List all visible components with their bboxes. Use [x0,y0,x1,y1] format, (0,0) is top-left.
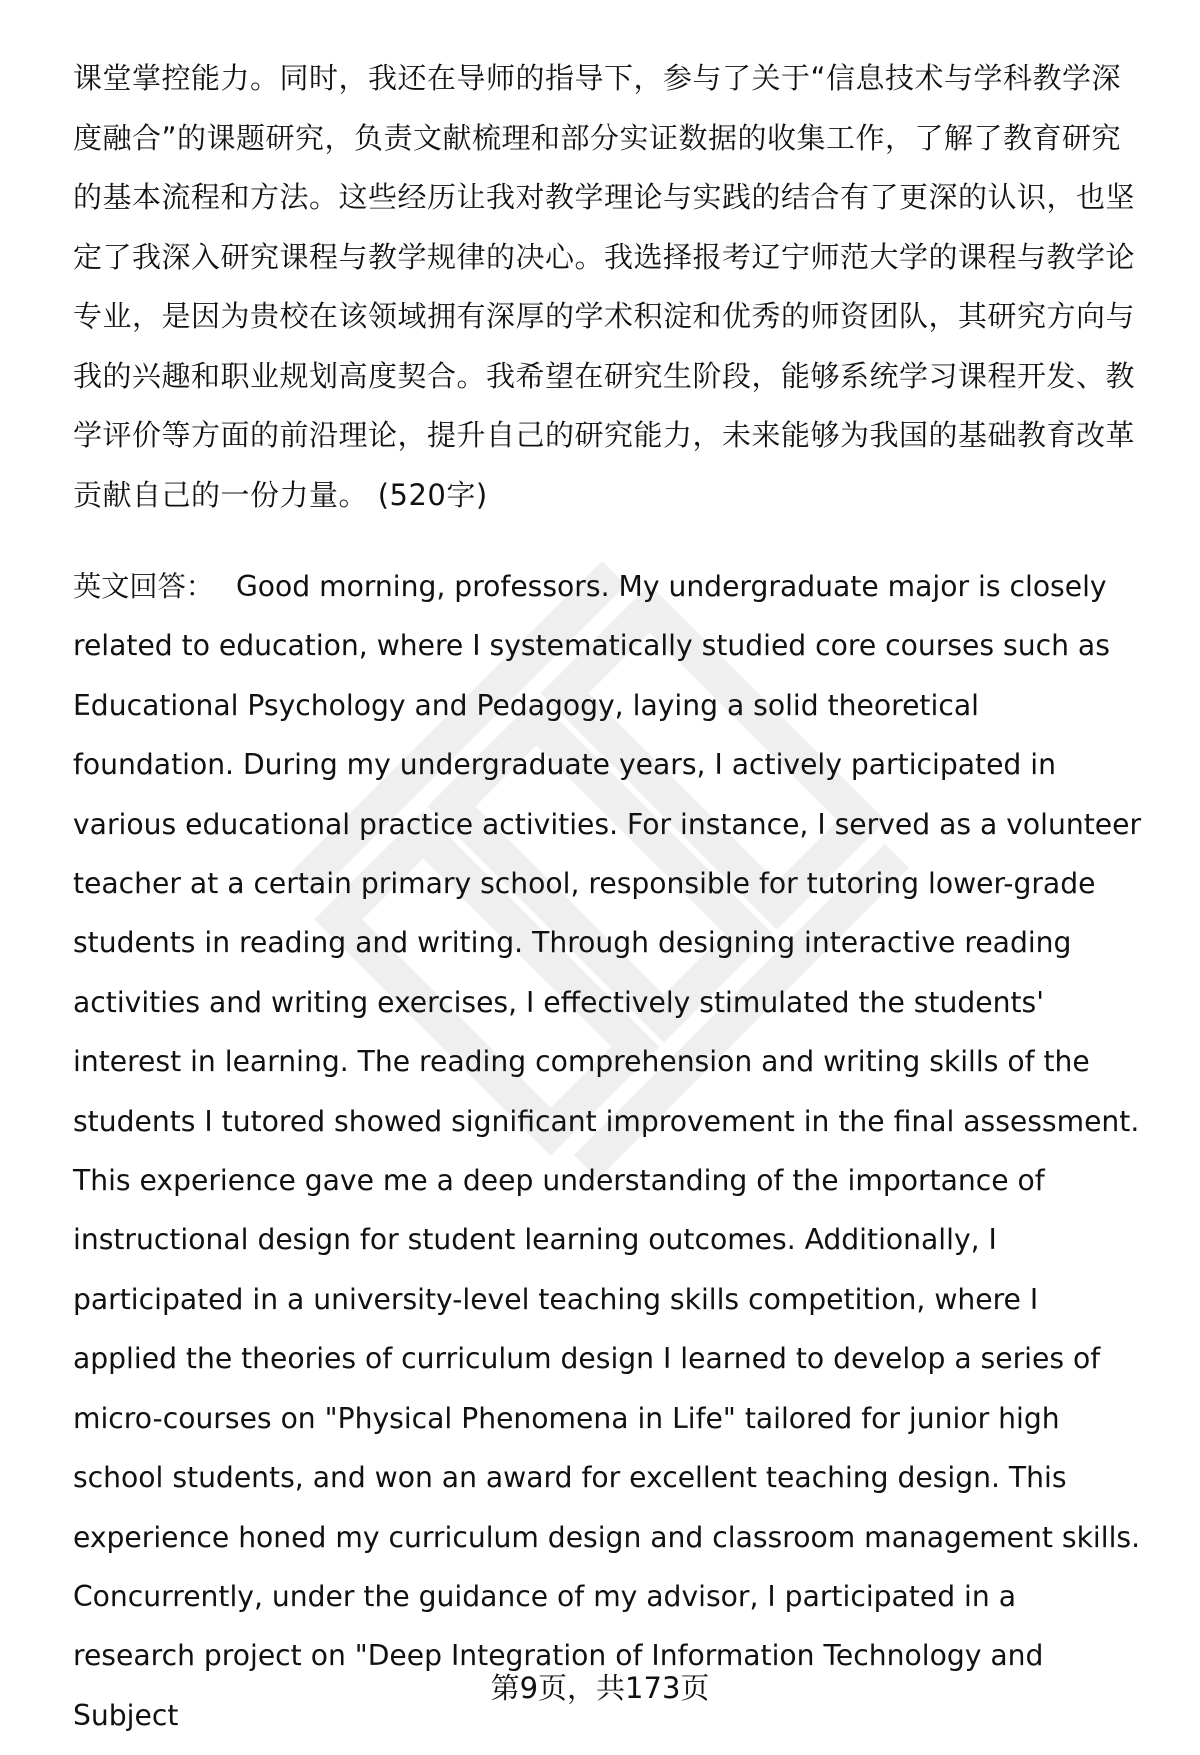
english-answer-label: 英文回答： [73,570,214,603]
chinese-answer-paragraph: 课堂掌控能力。同时，我还在导师的指导下，参与了关于“信息技术与学科教学深度融合”的课题研究，负责文献梳理和部分实证数据的收集工作，了解了教育研究的基本流程和方法。这些经历让我对教学理论与实践的结合有了更深的认识，也坚定了我深入研究课程与教学规律的决心。我选择报考辽宁师范大学的课程与教学论专业，是因为贵校在该领域拥有深厚的学术积淀和优秀的师资团队，其研究方向与我的兴趣和职业规划高度契合。我希望在研究生阶段，能够系统学习课程开发、教学评价等方面的前沿理论，提升自己的研究能力，未来能够为我国的基础教育改革贡献自己的一份力量。 (520字) [73,61,1136,512]
english-answer-paragraph: Good morning, professors. My undergraduate major is closely related to education, where I systematically studied core courses such as Educational Psychology and Pedagogy, laying a solid theoretical foundation. During my undergraduate years, I actively participated in various educational practice activities. For instance, I served as a volunteer teacher at a certain primary school, responsible for tutoring lower-grade students in reading and writing. Through designing interactive reading activities and writing exercises, I effectively stimulated the students' interest in learning. The reading comprehension and writing skills of the students I tutored showed significant improvement in the final assessment. This experience gave me a deep understanding of the importance of instructional design for student learning outcomes. Additionally, I participated in a university-level teaching skills competition, where I applied the theories of curriculum design I learned to develop a series of micro-courses on "Physical Phenomena in Life" tailored for junior high school students, and won an award for excellent teaching design. This experience honed my curriculum design and classroom management skills. Concurrently, under the guidance of my advisor, I participated in a research project on "Deep Integration of Information Technology and Subject [73,570,1142,1732]
english-answer-section [73,557,1143,1745]
page-number-footer: 第9页，共173页 [490,1671,710,1705]
